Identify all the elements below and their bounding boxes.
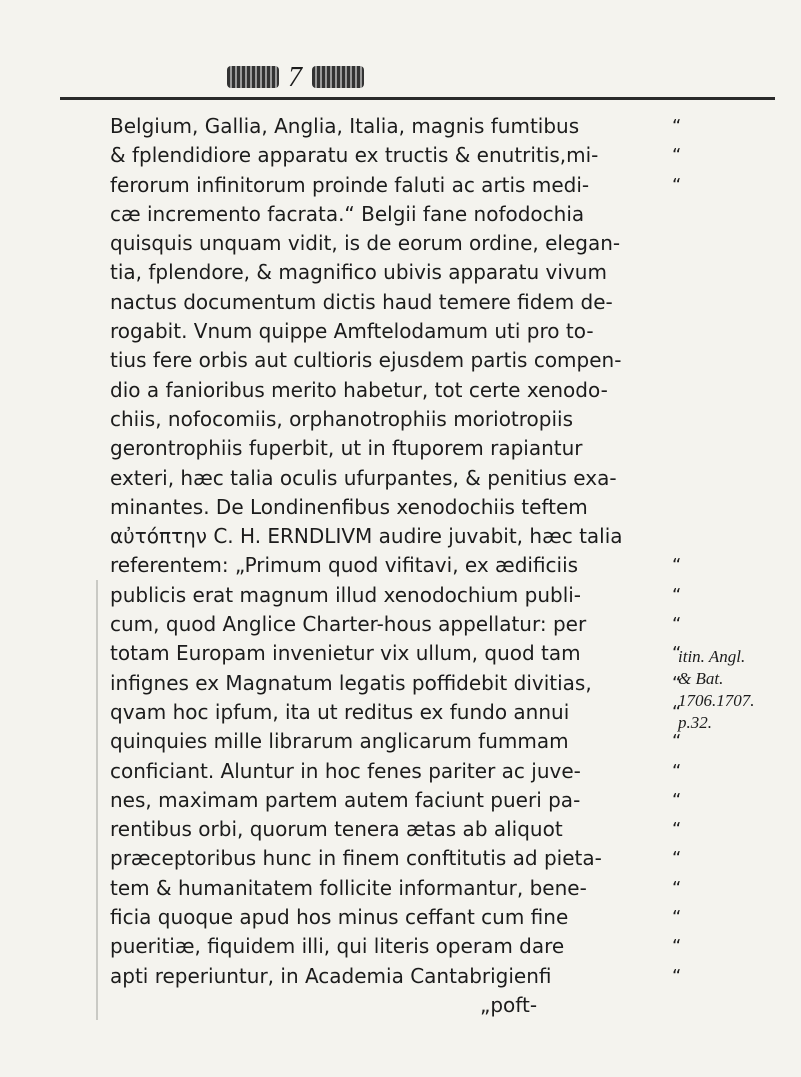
body-text (110, 112, 710, 1020)
text-line: Belgium, Gallia, Anglia, Italia, magnis fumtibus “ (110, 114, 682, 138)
text-line: dio a fanioribus merito habetur, tot certe xenodo- (110, 377, 608, 402)
text-line: præceptoribus hunc in finem conftitutis ad pieta- “ (110, 846, 682, 871)
text-line: tem & humanitatem follicite informantur, bene- “ (110, 875, 682, 900)
margin-note (678, 646, 755, 734)
text-line: rentibus orbi, quorum tenera ætas ab aliquot “ (110, 817, 682, 842)
text-line: nactus documentum dictis haud temere fidem de- (110, 289, 613, 314)
margin-note-line: & Bat. (678, 669, 724, 688)
page-edge-shadow (96, 580, 98, 1020)
text-line: rogabit. Vnum quippe Amftelodamum uti pro to- (110, 319, 594, 344)
page-header (0, 62, 801, 102)
header-ornament-right (312, 66, 364, 88)
text-line: conficiant. Aluntur in hoc fenes pariter ac juve- “ (110, 758, 682, 783)
text-line: ferorum infinitorum proinde faluti ac artis medi- “ (110, 172, 682, 197)
header-ornament-left (227, 66, 279, 88)
margin-note-line: 1706.1707. (678, 691, 755, 710)
text-line: chiis, nofocomiis, orphanotrophiis moriotropiis (110, 406, 574, 431)
text-line: cæ incremento facrata.“ Belgii fane nofodochia (110, 201, 585, 226)
text-line: qvam hoc ipfum, ita ut reditus ex fundo annui “ (110, 699, 682, 724)
text-line: & fplendidiore apparatu ex tructis & enutritis,mi- “ (110, 143, 682, 168)
text-line: publicis erat magnum illud xenodochium publi- “ (110, 582, 682, 607)
text-line: minantes. De Londinenfibus xenodochiis teftem (110, 494, 588, 519)
text-line: infignes ex Magnatum legatis poffidebit divitias, “ (110, 670, 682, 695)
text-line: pueritiæ, fiquidem illi, qui literis operam dare “ (110, 934, 682, 959)
page-number: 7 (288, 62, 302, 93)
text-line: gerontrophiis fuperbit, ut in ftuporem rapiantur (110, 436, 583, 461)
text-line: quinquies mille librarum anglicarum fummam “ (110, 729, 682, 754)
text-line: nes, maximam partem autem faciunt pueri pa- “ (110, 787, 682, 812)
text-line: tia, fplendore, & magnifico ubivis apparatu vivum (110, 260, 607, 285)
text-line: cum, quod Anglice Charter-hous appellatur: per “ (110, 612, 682, 637)
text-line: referentem: „Primum quod vifitavi, ex ædificiis “ (110, 553, 682, 578)
catchword-line: „poft- (480, 992, 538, 1017)
text-line: totam Europam invenietur vix ullum, quod tam “ (110, 641, 682, 666)
margin-note-line: itin. Angl. (678, 647, 746, 666)
text-line: ficia quoque apud hos minus ceffant cum fine “ (110, 905, 682, 930)
text-line: quisquis unquam vidit, is de eorum ordine, elegan- (110, 231, 621, 256)
text-line: tius fere orbis aut cultioris ejusdem partis compen- (110, 348, 622, 373)
text-line: apti reperiuntur, in Academia Cantabrigienfi “ (110, 963, 682, 988)
text-line: αὐτόπτην C. H. ERNDLIVM audire juvabit, hæc talia (110, 524, 623, 549)
margin-note-line: p.32. (678, 713, 712, 732)
header-rule (60, 97, 775, 100)
text-line: exteri, hæc talia oculis ufurpantes, & penitius exa- (110, 465, 617, 490)
